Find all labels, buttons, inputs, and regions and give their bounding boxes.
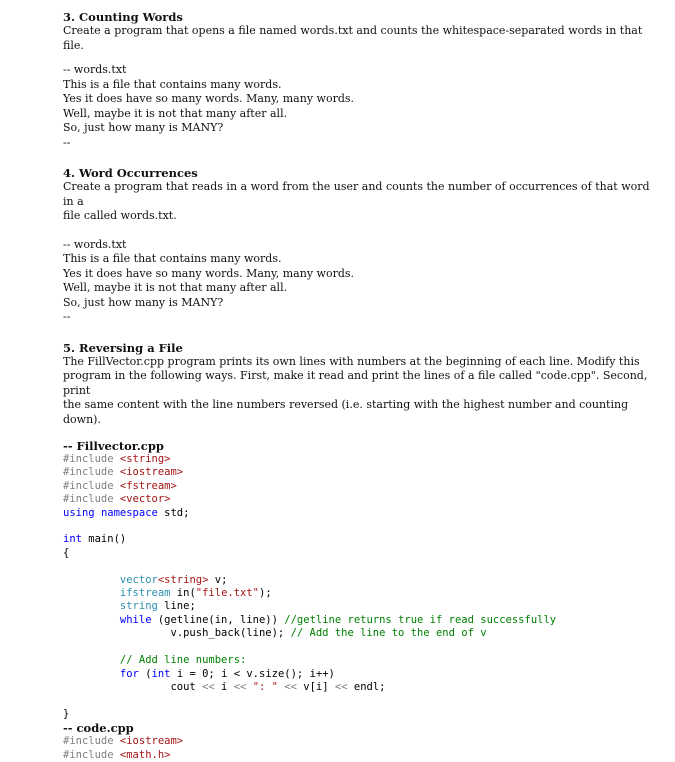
string-decl: line; — [157, 600, 196, 613]
section-3-line-4: So, just how many is MANY? — [63, 121, 224, 134]
section-3-heading: 3. Counting Words — [63, 10, 183, 24]
cout-endl: endl; — [347, 680, 386, 693]
stream-operator: << — [334, 680, 348, 693]
separator-string: ": " — [252, 680, 278, 693]
section-3-line-2: Yes it does have so many words. Many, many words. — [63, 92, 355, 105]
include-directive: #include — [63, 748, 114, 761]
document-page — [63, 10, 663, 762]
include-iostream: <iostream> — [119, 466, 184, 479]
include-directive: #include — [63, 493, 114, 506]
int-keyword: int — [63, 533, 82, 546]
ifstream-decl: in( — [170, 587, 196, 600]
cout-i: i — [214, 680, 234, 693]
code-cpp-file-label: -- code.cpp — [63, 721, 134, 736]
for-open: ( — [138, 667, 152, 680]
section-4-line-1: This is a file that contains many words. — [63, 252, 282, 265]
section-4-line-3: Well, maybe it is not that many after all. — [63, 281, 288, 294]
while-condition: (getline(in, line)) — [151, 613, 285, 626]
for-int-keyword: int — [151, 667, 171, 680]
section-3-file-label: -- words.txt — [63, 63, 127, 76]
ifstream-type: ifstream — [119, 587, 171, 600]
vector-decl: v; — [208, 573, 228, 586]
filename-string: "file.txt" — [195, 587, 259, 600]
include-fstream: <fstream> — [119, 479, 177, 492]
add-line-numbers-comment: // Add line numbers: — [119, 654, 247, 667]
section-5-description-line-3: the same content with the line numbers reversed (i.e. starting with the highest number and counting down). — [63, 398, 629, 426]
include-vector: <vector> — [119, 493, 171, 506]
close-brace: } — [63, 707, 70, 720]
include-directive: #include — [63, 453, 114, 465]
include-directive: #include — [63, 735, 114, 748]
code-cpp-block — [63, 735, 663, 762]
section-5-description-line-1: The FillVector.cpp program prints its own lines with numbers at the beginning of each line. Modify this — [63, 354, 640, 368]
include-math-h: <math.h> — [119, 748, 171, 761]
push-back-comment: // Add the line to the end of v — [290, 627, 487, 640]
section-5-description-line-2: program in the following ways. First, make it read and print the lines of a file called "code.cpp". Second, print — [63, 369, 648, 397]
using-keyword: using — [63, 506, 95, 519]
cout-statement: cout — [170, 680, 203, 693]
section-3-description: Create a program that opens a file named words.txt and counts the whitespace-separated words in that file. — [63, 24, 643, 52]
fillvector-file-label: -- Fillvector.cpp — [63, 439, 164, 453]
stream-operator: << — [233, 680, 247, 693]
open-brace: { — [63, 546, 70, 559]
section-5-heading: 5. Reversing a File — [63, 340, 183, 355]
section-4-description-line-2: file called words.txt. — [63, 209, 177, 222]
section-4-description-line-1: Create a program that reads in a word from the user and counts the number of occurrences of that word in a — [63, 180, 650, 208]
section-3-line-3: Well, maybe it is not that many after all. — [63, 106, 288, 120]
section-4-end-marker: -- — [63, 310, 71, 323]
cout-vi: v[i] — [296, 680, 335, 693]
namespace-keyword: namespace — [100, 506, 158, 519]
section-3-line-1: This is a file that contains many words. — [63, 77, 282, 91]
section-4-file-label: -- words.txt — [63, 237, 127, 251]
include-directive: #include — [63, 479, 114, 492]
for-header: i = 0; i < v.size(); i++) — [170, 667, 335, 680]
string-type: string — [119, 600, 158, 613]
section-4-heading: 4. Word Occurrences — [63, 166, 198, 180]
for-keyword: for — [119, 667, 139, 680]
getline-comment: //getline returns true if read successfully — [284, 613, 557, 626]
section-4-line-2: Yes it does have so many words. Many, many words. — [63, 266, 355, 280]
vector-type: vector — [119, 573, 158, 586]
stream-operator: << — [202, 680, 215, 693]
include-iostream: <iostream> — [119, 735, 184, 748]
using-namespace-std: std; — [157, 506, 190, 519]
ifstream-close: ); — [259, 587, 272, 600]
vector-template-arg: <string> — [157, 573, 209, 586]
main-signature: main() — [81, 533, 127, 546]
section-4-line-4: So, just how many is MANY? — [63, 295, 224, 309]
section-3-end-marker: -- — [63, 135, 71, 149]
push-back-statement: v.push_back(line); — [170, 627, 291, 640]
include-string: <string> — [119, 453, 171, 465]
include-directive: #include — [63, 466, 114, 479]
stream-operator: << — [284, 680, 297, 693]
while-keyword: while — [119, 613, 152, 626]
fillvector-code-block — [63, 453, 663, 721]
